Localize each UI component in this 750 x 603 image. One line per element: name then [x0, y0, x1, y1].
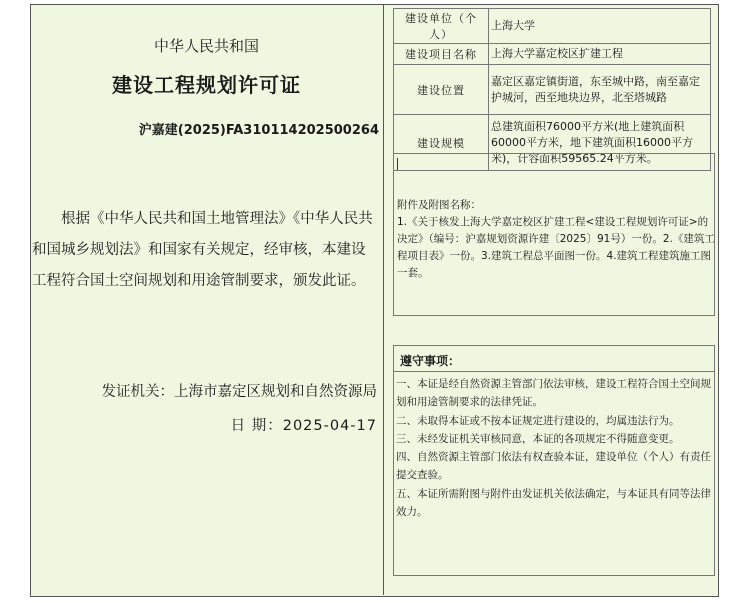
certificate-right-panel [384, 4, 717, 595]
issuing-authority: 发证机关：上海市嘉定区规划和自然资源局 [101, 384, 377, 400]
row-key: 建设单位（个人） [394, 9, 489, 44]
row-value: 上海大学 [489, 9, 711, 44]
row-value: 总建筑面积76000平方米(地上建筑面积60000平方米，地下建筑面积16000平方米)，计容面积59565.24平方米。 [489, 115, 711, 171]
notice-list [396, 375, 714, 521]
row-value: 嘉定区嘉定镇街道，东至城中路，南至嘉定护城河，西至地块边界，北至塔城路 [489, 65, 711, 115]
notice-item: 五、本证所需附图与附件由发证机关依法确定，与本证具有同等法律效力。 [396, 487, 711, 519]
certificate-body-text: 根据《中华人民共和国土地管理法》《中华人民共和国城乡规划法》和国家有关规定，经审核，本建设工程符合国土空间规划和用途管制要求，颁发此证。 [32, 211, 373, 289]
attachments-label: 附件及附图名称： [397, 199, 481, 211]
table-row [394, 65, 711, 115]
row-key: 建设规模 [394, 115, 489, 171]
issue-date: 日 期：2025-04-17 [230, 418, 377, 434]
attachments-box [393, 153, 715, 316]
notice-divider [394, 371, 714, 372]
notice-title: 遵守事项： [400, 354, 461, 368]
attachments-text: 1.《关于核发上海大学嘉定校区扩建工程<建设工程规划许可证>的决定》（编号：沪嘉规划资源许建〔2025〕91号）一份。2.《建筑工程项目表》一份。3.建筑工程总平面图一份。4.建筑工程建筑施工图一套。 [397, 216, 715, 279]
table-row [394, 44, 711, 65]
row-key: 建设项目名称 [394, 44, 489, 65]
country-name: 中华人民共和国 [153, 37, 259, 55]
table-row [394, 9, 711, 44]
certificate-left-panel [30, 4, 384, 595]
notice-item: 四、自然资源主管部门依法有权查验本证，建设单位（个人）有责任提交查验。 [396, 451, 711, 482]
notice-box [393, 345, 715, 576]
notice-item: 二、未取得本证或不按本证规定进行建设的，均属违法行为。 [396, 414, 680, 427]
notice-item: 一、本证是经自然资源主管部门依法审核，建设工程符合国土空间规划和用途管制要求的法律凭证。 [396, 378, 711, 409]
text-cursor [397, 158, 398, 170]
notice-item: 三、未经发证机关审核同意，本证的各项规定不得随意变更。 [396, 432, 680, 445]
certificate-title: 建设工程规划许可证 [112, 73, 301, 97]
project-info-table [393, 8, 711, 171]
certificate-number: 沪嘉建(2025)FA310114202500264 [138, 123, 379, 138]
row-key: 建设位置 [394, 65, 489, 115]
row-value: 上海大学嘉定校区扩建工程 [489, 44, 711, 65]
